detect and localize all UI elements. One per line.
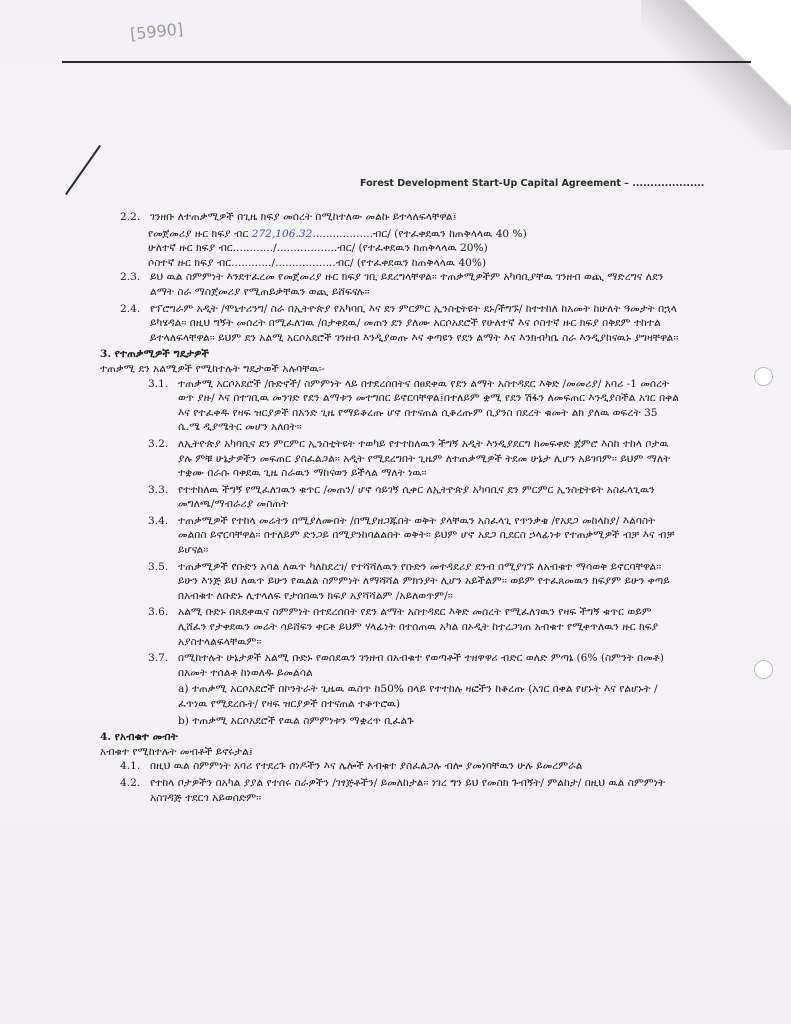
- handwritten-note: [5990]: [129, 19, 185, 44]
- clause-3-7: [120, 651, 680, 680]
- clause-2-3: [120, 270, 680, 299]
- agreement-header: Forest Development Start-Up Capital Agreement – ....................: [360, 178, 705, 189]
- clause-number: 3.4.: [148, 514, 169, 527]
- section-4-title: 4. የአብቁተ መብት: [100, 731, 178, 744]
- clause-3-5: [120, 560, 680, 604]
- clause-3-2: [120, 437, 680, 481]
- clause-2-4: [120, 302, 680, 346]
- section-3-intro: ተጠቃሚ ደን አልሚዎች የሚከተሉት ግዴታወች አሉባቸዉ፡-: [100, 362, 325, 375]
- clause-number: 3.2.: [148, 437, 169, 450]
- clause-3-7-a: a) ተጠቃሚ አርሶአደሮች በኮንትራት ጊዜዉ ዉስጥ ከ50% በላይ የተተከሉ ዛፎችን ከቆረጡ (አገር በቀል የሆኑት እና የልሆኑት /ፈጥነዉ የሚደረሱት/ የዛፍ ዝርያዎች በተናጠል ተቆጥሮዉ): [178, 683, 658, 710]
- clause-number: 3.6.: [148, 606, 169, 619]
- clause-4-2: [120, 776, 680, 805]
- clause-number: 4.1.: [120, 760, 141, 773]
- clause-3-4: [120, 514, 680, 558]
- clause-text: ለኢትዮጵያ አካባቢና ደን ምርምር ኢንስቲትዩት ተወካይ የተተከለዉን ችግኝ አዲት እንዲያደርግ ከመፍቀድ ጀምሮ እስከ ተከላ ቦታዉ ያሉ ምቹ ሁኔታዎችን መፍጠር ያስፈልጋል፡፡ አዲት የሚደረግበት ጊዜም ለተጠቃሚዎች ትደመ ሁኔታ ሊሆን አይገባም፡፡ ይህም ማለት ተቋሙ በራሱ ባቀደዉ ጊዜ ስራዉን ማከናወን ይችላል ማለት ነዉ፡፡: [178, 437, 671, 480]
- clause-text: ገንዘቡ ለተጠቃሚዎች በጊዜ ክፍያ መሰረት በሚከተለው መልኩ ይተላለፍላቸዋል፤: [150, 211, 457, 223]
- clause-number: 3.3.: [148, 483, 169, 496]
- payment-line-1: [120, 227, 680, 242]
- clause-text: የተከላ ቦታዎችን በአካል ያያል የተሰሩ ስራዎችን /ገፃጅቶችን/ ይመለከታል፡፡ ነገረ ግን ይህ የመስክ ጉብኝት/ ምልከታ/ በዚህ ዉል ስምምነት አስገዳጅ ተደርጎ አይወሰድም፡፡: [150, 776, 666, 804]
- handwritten-amount: 272,106.32: [251, 227, 313, 240]
- clause-3-6: [120, 605, 680, 649]
- clause-2-2: [120, 210, 680, 225]
- clause-text: ተጠቃሚ አርሶአደሮች /ቡድኖች/ ስምምነት ላይ በተደረሰበትና በፀደቀዉ የደን ልማት አስተዳደር እቅድ /መመሪያ/ አባሪ -1 መሰረት ወጥ ያዙ/ እና በተገቢዉ መንገድ የደን ልማቱን መተግበር ይኖርባቸዋል፤በተለይም ቋሚ የደን ሽፋን ለመፍጠር እንዲያስችል አገር በቀል እና የተፈቀዱ የዛፍ ዝርያዎች በአንድ ጊዜ የማይቆረጡ ሆኖ በተናጠል ሲቆረጡም ቢያንስ በደረት ቁመት ልክ ያለዉ ወፍረት 35 ሴ.ሜ ዲያሜትር መሆን አለበት፡፡: [178, 377, 679, 434]
- clause-text: ተጠቃሚዎች የተከላ መሬትን በሚያለሙበት /በሚያዘጋጁበት ወቅት ያላቸዉን አስፈላጊ የጥንቃቄ /የአደጋ መከላከያ/ እልባስት መልበስ ይኖርባቸዋል፡፡ በተለይም ድንጋይ በሚያንከባልልበት ወቅት፡፡ ይህም ሆኖ አደጋ ቢደርስ ኃላፊነቱ የተጠቃሚዎች ብቻ እና ብቻ ይሆናል፡፡: [178, 514, 675, 557]
- payment-rest: ..................ብር/ (የተፈቀደዉን ከጠቅላላዉ 40 %): [312, 227, 527, 240]
- payment-line-3: ሶስተኛ ዙር ክፍያ ብር............/..................ብር/ (የተፈቀደዉን ከጠቅላላዉ 40%): [148, 256, 487, 269]
- clause-text: የፕሮግራም አዲት /ሞኒተሪንግ/ ስራ በኢትዮጵያ የአካባቢ እና ደን ምርምር ኢንስቲትዩት ደኑ/ችግኙ/ ከተተከለ ከአመት ከሁለት ዓመታት በኋላ ይካሄዳል፡፡ በዚህ ግኝት መሰረት በሚፈለገዉ /በታቀደዉ/ መጠን ደን ያለሙ አርሶአደሮች የሁለተኛ እና ሶስተኛ ዙር ክፍያ በቅደም ተከተል ይተላለፍላቸዋል፡፡ ይህም ደን አልሚ አርሶአደሮች ገንዘብ እንዲያወጡ እና ቀጣዩን የደን ልማት እና እንክብካቤ ስራ እንዲያከናዉኑ ያግዛቸዋል፡፡: [150, 302, 679, 344]
- clause-text: አልሚ ቡድኑ በጸደቀዉና ስምምነት በተደረሰበት የደን ልማት አስተዳደር እቅድ መሰረት የሚፈለገዉን የዛፍ ችግኝ ቁጥር ወይም ሊሸፈን የታቀደዉን መሬት ሳይሸፍን ቀርቶ ይህም ሃላፊነት በተሰጠዉ አካል በኦዲት ከተረጋገጠ አብቁተ የሚቀጥለዉን ዙር ክፍያ አያስተላልፍላቸዉም፡፡: [178, 606, 659, 648]
- section-4-intro: አብቁተ የሚከተሉት መብቶች ይኖሩታል፤: [100, 745, 254, 758]
- clause-3-3: [120, 483, 680, 512]
- clause-3-1: [120, 377, 680, 435]
- clause-4-1: [120, 759, 680, 774]
- clause-text: የተተከለዉ ችግኝ የሚፈለገዉን ቁጥር /መጠን/ ሆኖ ሳይገኝ ሲቀር ለኢትዮጵያ አካባቢና ደን ምርምር ኢንስቲትዩት አስፈላጊዉን መግለጫ/ማብራሪያ መስጠት: [178, 483, 655, 511]
- clause-number: 2.4.: [120, 302, 141, 315]
- payment-label: የመጀመሪያ ዙር ክፍያ ብር: [148, 227, 249, 240]
- clause-number: 3.5.: [148, 560, 169, 573]
- clause-number: 2.3.: [120, 271, 141, 284]
- clause-number: 2.2.: [120, 211, 141, 223]
- clause-text: ተጠቃሚዎች የቡድን አባል ለዉጥ ካለከደረገ/ የተሻሻለዉን የቡድን መተዳደሪያ ደንብ በሚያገኙ ለአብቁተ ማሳወቅ ይኖርባቸዋል፡፡ ይሁን እንጅ ይህ ለዉጥ ይሁን የዉልል ስምምነት ለማሻሻል ምክንያት ሊሆን አይችልም፡፡ ወይም የተፈጸመዉን ክፍያም ይሁን ቀጣይ በአብቁተ ለቡድኑ ሊተላለፍ የታሰበዉን ክፍያ አያሻሻልም /አይለወጥም/፡፡: [178, 560, 670, 602]
- punch-hole-icon: [754, 660, 773, 679]
- pen-mark: [65, 145, 101, 195]
- clause-text: በሚከተሉት ሁኔታዎች አልሚ ቡድኑ የወሰደዉን ገንዘብ በአብቁተ የወጣቶች ተዘዋዋሪ ብድር ወለድ ምጣኔ (6% (ስምንት በመቶ) በአመት ተሰልቶ ከነወለዱ ይመልሳል: [178, 652, 664, 679]
- punch-hole-icon: [754, 367, 773, 386]
- clause-text: በዚህ ዉል ስምምነት አባሪ የተደረጉ ሰነዶችን እና ሌሎች አብቁተ ያስፈልጋሉ ብሎ ያመነባቸዉን ሁሉ ይመረምራል: [150, 760, 583, 773]
- payment-line-2: ሁለተኛ ዙር ክፍያ ብር............/..................ብር/ (የተፈቀደዉን ከጠቅላላዉ 20%): [148, 242, 488, 255]
- clause-text: ይህ ዉል ስምምነት እንደተፈረመ የመጀመሪያ ዙር ክፍያ ገቢ ይደረግላቸዋል፡፡ ተጠቃሚዎችም አካባቢያቸዉ ገንዘብ ወጪ ማድረግና ለደን ልማት ስራ ማስጀመሪያ የሚጠይቃቸዉን ወጪ ይሸፍናሉ፡፡: [150, 271, 664, 298]
- clause-number: 3.1.: [148, 377, 169, 390]
- document-body: [100, 210, 680, 807]
- top-rule: [62, 61, 751, 63]
- clause-number: 4.2.: [120, 776, 141, 789]
- page-corner-fold: [641, 0, 791, 150]
- section-3-title: 3. የተጠቃሚዎች ግዴታዎች: [100, 348, 210, 361]
- clause-number: 3.7.: [148, 652, 169, 665]
- clause-3-7-b: b) ተጠቃሚ አርሶአደሮች የዉል ስምምነቱን ማቋረጥ ቢፈልጉ: [178, 714, 414, 727]
